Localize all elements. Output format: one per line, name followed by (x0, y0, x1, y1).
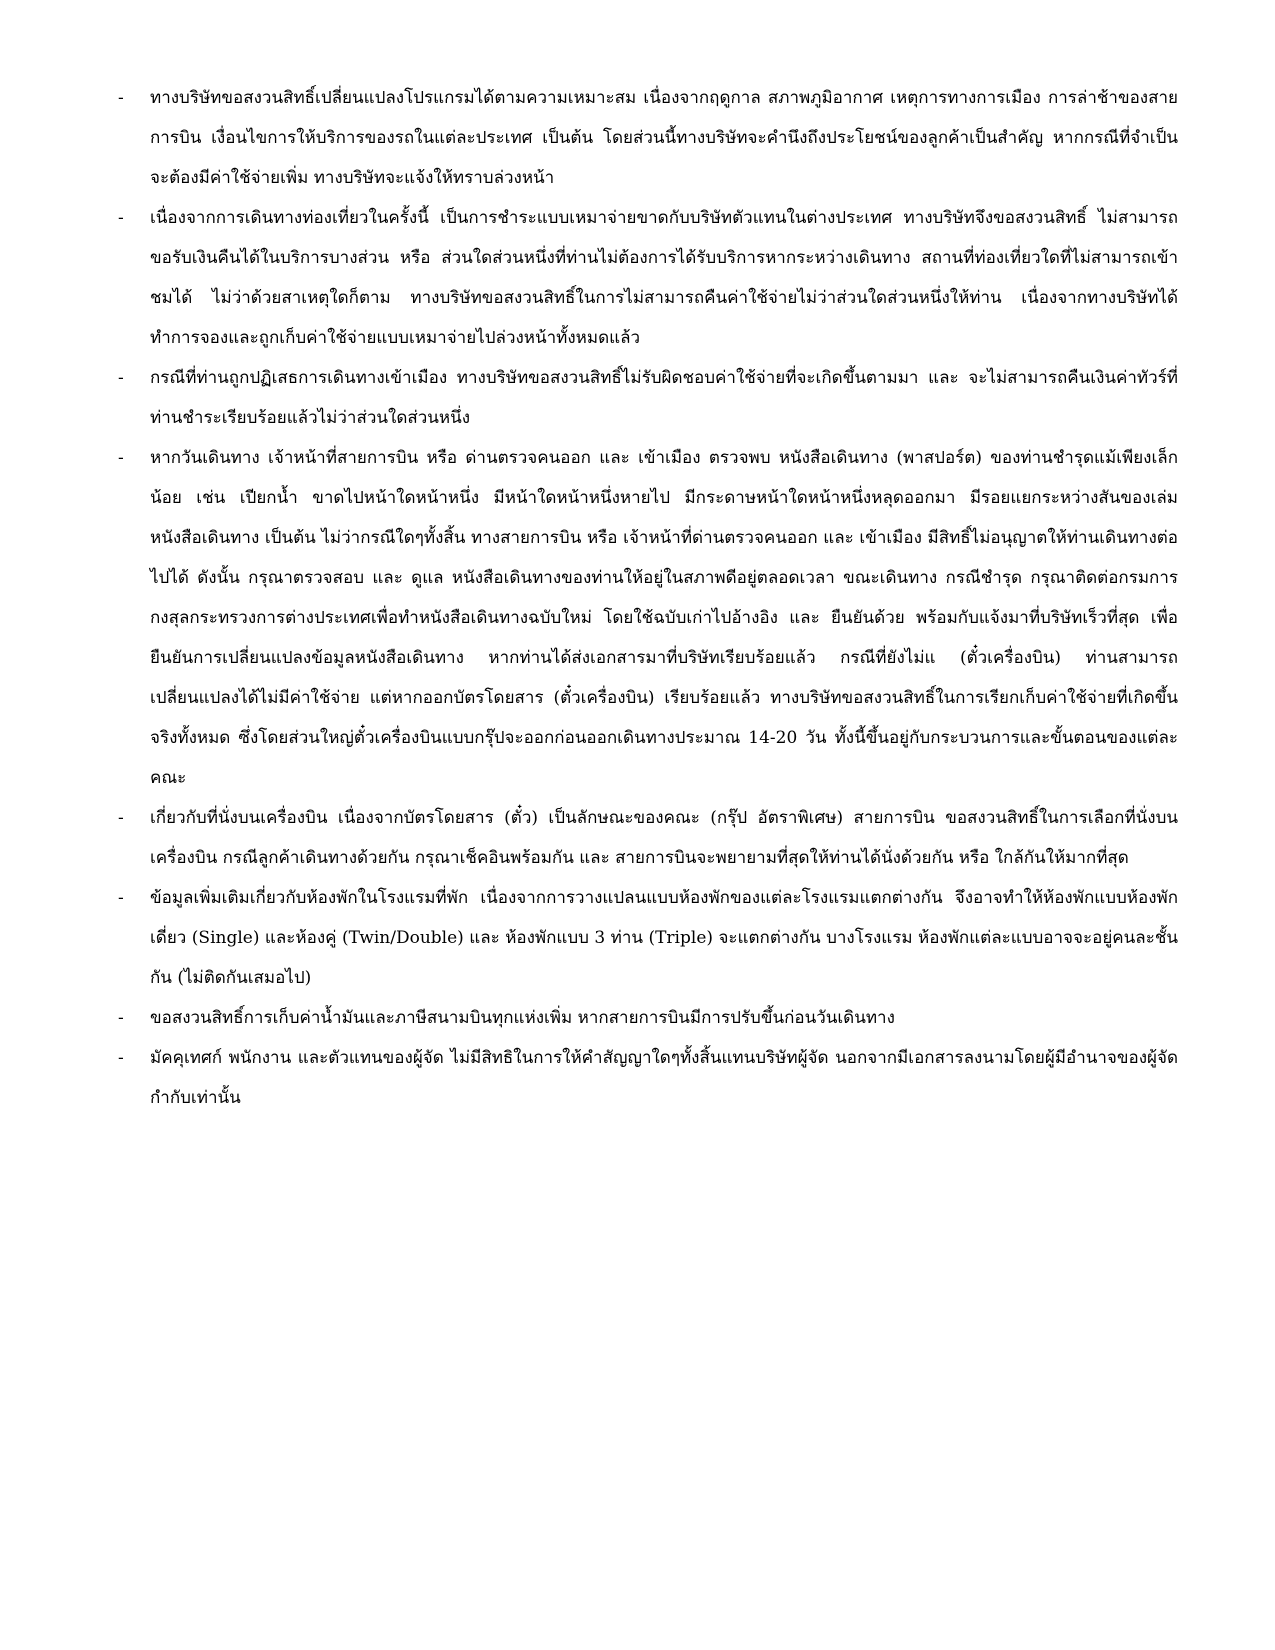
bullet-dash: - (118, 368, 124, 388)
list-item (118, 1038, 1178, 1118)
list-item-text: มัคคุเทศก์ พนักงาน และตัวแทนของผู้จัด ไม่มีสิทธิในการให้คำสัญญาใดๆทั้งสิ้นแทนบริษัทผู้จัด นอกจากมีเอกสารลงนามโดยผู้มีอำนาจของผู้จัดกำกับเท่านั้น (150, 1048, 1178, 1108)
list-item (118, 78, 1178, 198)
bullet-dash: - (118, 808, 124, 828)
bullet-dash: - (118, 88, 124, 108)
list-item-text: ขอสงวนสิทธิ์การเก็บค่าน้ำมันและภาษีสนามบินทุกแห่งเพิ่ม หากสายการบินมีการปรับขึ้นก่อนวันเดินทาง (150, 1008, 895, 1028)
list-item-text: เนื่องจากการเดินทางท่องเที่ยวในครั้งนี้ เป็นการชำระแบบเหมาจ่ายขาดกับบริษัทตัวแทนในต่างประเทศ ทางบริษัทจึงขอสงวนสิทธิ์ ไม่สามารถขอรับเงินคืนได้ในบริการบางส่วน หรือ ส่วนใดส่วนหนึ่งที่ท่านไม่ต้องการได้รับบริการหากระหว่างเดินทาง สถานที่ท่องเที่ยวใดที่ไม่สามารถเข้าชมได้ ไม่ว่าด้วยสาเหตุใดก็ตาม ทางบริษัทขอสงวนสิทธิ์ในการไม่สามารถคืนค่าใช้จ่ายไม่ว่าส่วนใดส่วนหนึ่งให้ท่าน เนื่องจากทางบริษัทได้ทำการจองและถูกเก็บค่าใช้จ่ายแบบเหมาจ่ายไปล่วงหน้าทั้งหมดแล้ว (150, 208, 1178, 348)
list-item (118, 878, 1178, 998)
terms-list (118, 78, 1178, 1118)
list-item-text: ทางบริษัทขอสงวนสิทธิ์เปลี่ยนแปลงโปรแกรมได้ตามความเหมาะสม เนื่องจากฤดูกาล สภาพภูมิอากาศ เหตุการทางการเมือง การล่าช้าของสายการบิน เงื่อนไขการให้บริการของรถในแต่ละประเทศ เป็นต้น โดยส่วนนี้ทางบริษัทจะคำนึงถึงประโยชน์ของลูกค้าเป็นสำคัญ หากกรณีที่จำเป็นจะต้องมีค่าใช้จ่ายเพิ่ม ทางบริษัทจะแจ้งให้ทราบล่วงหน้า (150, 88, 1178, 188)
list-item-text: ข้อมูลเพิ่มเติมเกี่ยวกับห้องพักในโรงแรมที่พัก เนื่องจากการวางแปลนแบบห้องพักของแต่ละโรงแรมแตกต่างกัน จึงอาจทำให้ห้องพักแบบห้องพักเดี่ยว (Single) และห้องคู่ (Twin/Double) และ ห้องพักแบบ 3 ท่าน (Triple) จะแตกต่างกัน บางโรงแรม ห้องพักแต่ละแบบอาจจะอยู่คนละชั้นกัน (ไม่ติดกันเสมอไป) (150, 888, 1178, 988)
list-item-text: กรณีที่ท่านถูกปฏิเสธการเดินทางเข้าเมือง ทางบริษัทขอสงวนสิทธิ์ไม่รับผิดชอบค่าใช้จ่ายที่จะเกิดขึ้นตามมา และ จะไม่สามารถคืนเงินค่าทัวร์ที่ท่านชำระเรียบร้อยแล้วไม่ว่าส่วนใดส่วนหนึ่ง (150, 368, 1178, 428)
bullet-dash: - (118, 208, 124, 228)
list-item (118, 998, 1178, 1038)
list-item-text: หากวันเดินทาง เจ้าหน้าที่สายการบิน หรือ ด่านตรวจคนออก และ เข้าเมือง ตรวจพบ หนังสือเดินทาง (พาสปอร์ต) ของท่านชำรุดแม้เพียงเล็กน้อย เช่น เปียกน้ำ ขาดไปหน้าใดหน้าหนึ่ง มีหน้าใดหน้าหนึ่งหายไป มีกระดาษหน้าใดหน้าหนึ่งหลุดออกมา มีรอยแยกระหว่างสันของเล่มหนังสือเดินทาง เป็นต้น ไม่ว่ากรณีใดๆทั้งสิ้น ทางสายการบิน หรือ เจ้าหน้าที่ด่านตรวจคนออก และ เข้าเมือง มีสิทธิ์ไม่อนุญาตให้ท่านเดินทางต่อไปได้ ดังนั้น กรุณาตรวจสอบ และ ดูแล หนังสือเดินทางของท่านให้อยู่ในสภาพดีอยู่ตลอดเวลา ขณะเดินทาง กรณีชำรุด กรุณาติดต่อกรมการกงสุลกระทรวงการต่างประเทศเพื่อทำหนังสือเดินทางฉบับใหม่ โดยใช้ฉบับเก่าไปอ้างอิง และ ยืนยันด้วย พร้อมกับแจ้งมาที่บริษัทเร็วที่สุด เพื่อยืนยันการเปลี่ยนแปลงข้อมูลหนังสือเดินทาง หากท่านได้ส่งเอกสารมาที่บริษัทเรียบร้อยแล้ว กรณีที่ยังไม่แ (ตั๋วเครื่องบิน) ท่านสามารถเปลี่ยนแปลงได้ไม่มีค่าใช้จ่าย แต่หากออกบัตรโดยสาร (ตั๋วเครื่องบิน) เรียบร้อยแล้ว ทางบริษัทขอสงวนสิทธิ์ในการเรียกเก็บค่าใช้จ่ายที่เกิดขึ้นจริงทั้งหมด ซึ่งโดยส่วนใหญ่ตั๋วเครื่องบินแบบกรุ๊ปจะออกก่อนออกเดินทางประมาณ 14-20 วัน ทั้งนี้ขึ้นอยู่กับกระบวนการและขั้นตอนของแต่ละคณะ (150, 448, 1178, 788)
list-item (118, 198, 1178, 358)
list-item (118, 798, 1178, 878)
bullet-dash: - (118, 448, 124, 468)
list-item (118, 358, 1178, 438)
list-item (118, 438, 1178, 798)
bullet-dash: - (118, 888, 124, 908)
bullet-dash: - (118, 1048, 124, 1068)
list-item-text: เกี่ยวกับที่นั่งบนเครื่องบิน เนื่องจากบัตรโดยสาร (ตั๋ว) เป็นลักษณะของคณะ (กรุ๊ป อัตราพิเศษ) สายการบิน ขอสงวนสิทธิ์ในการเลือกที่นั่งบนเครื่องบิน กรณีลูกค้าเดินทางด้วยกัน กรุณาเช็คอินพร้อมกัน และ สายการบินจะพยายามที่สุดให้ท่านได้นั่งด้วยกัน หรือ ใกล้กันให้มากที่สุด (150, 808, 1178, 868)
bullet-dash: - (118, 1008, 124, 1028)
